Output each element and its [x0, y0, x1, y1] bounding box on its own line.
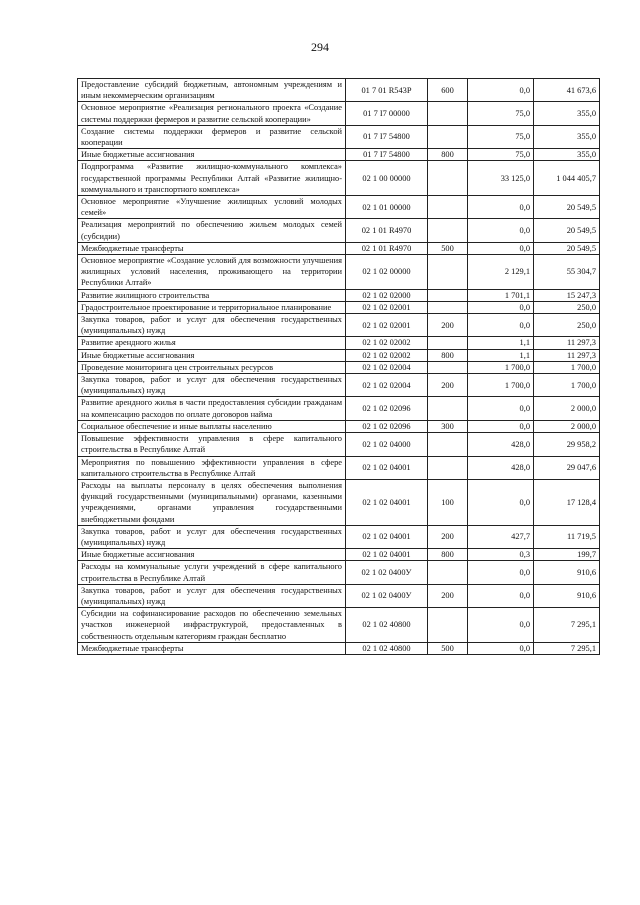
table-row [78, 349, 600, 361]
budget-table-body [78, 79, 600, 655]
row-amount-1-cell: 0,0 [468, 397, 534, 420]
row-amount-1-cell: 0,3 [468, 549, 534, 561]
row-amount-1-cell: 1 700,0 [468, 374, 534, 397]
row-code-cell: 02 1 01 00000 [346, 196, 428, 219]
row-amount-2-cell: 20 549,5 [534, 219, 600, 242]
row-code-cell: 02 1 02 04001 [346, 525, 428, 548]
row-expense-type-cell [428, 561, 468, 584]
table-row [78, 608, 600, 643]
row-code-cell: 02 1 02 02096 [346, 397, 428, 420]
row-name-cell: Проведение мониторинга цен строительных ресурсов [78, 361, 346, 373]
row-amount-1-cell: 1 700,0 [468, 361, 534, 373]
row-expense-type-cell: 800 [428, 549, 468, 561]
row-expense-type-cell [428, 161, 468, 196]
row-amount-2-cell: 1 700,0 [534, 361, 600, 373]
row-code-cell: 01 7 01 R543P [346, 79, 428, 102]
row-name-cell: Закупка товаров, работ и услуг для обеспечения государственных (муниципальных) нужд [78, 314, 346, 337]
row-name-cell: Реализация мероприятий по обеспечению жильем молодых семей (субсидии) [78, 219, 346, 242]
table-row [78, 420, 600, 432]
row-code-cell: 02 1 02 40800 [346, 642, 428, 654]
row-code-cell: 02 1 02 02004 [346, 361, 428, 373]
row-amount-1-cell: 0,0 [468, 79, 534, 102]
row-amount-2-cell: 15 247,3 [534, 289, 600, 301]
row-amount-2-cell: 41 673,6 [534, 79, 600, 102]
row-expense-type-cell [428, 125, 468, 148]
row-amount-2-cell: 29 047,6 [534, 456, 600, 479]
row-amount-1-cell: 0,0 [468, 196, 534, 219]
row-code-cell: 02 1 02 02001 [346, 301, 428, 313]
row-amount-2-cell: 20 549,5 [534, 242, 600, 254]
row-name-cell: Развитие жилищного строительства [78, 289, 346, 301]
row-name-cell: Повышение эффективности управления в сфере капитального строительства в Республике Алтай [78, 433, 346, 456]
budget-table [77, 78, 600, 655]
row-amount-2-cell: 910,6 [534, 561, 600, 584]
row-code-cell: 02 1 01 R4970 [346, 242, 428, 254]
row-expense-type-cell: 600 [428, 79, 468, 102]
row-amount-1-cell: 0,0 [468, 608, 534, 643]
table-row [78, 301, 600, 313]
row-code-cell: 02 1 02 0400У [346, 561, 428, 584]
row-expense-type-cell [428, 456, 468, 479]
table-row [78, 549, 600, 561]
table-row [78, 397, 600, 420]
table-row [78, 337, 600, 349]
row-amount-1-cell: 0,0 [468, 301, 534, 313]
table-row [78, 102, 600, 125]
table-row [78, 479, 600, 525]
row-name-cell: Иные бюджетные ассигнования [78, 149, 346, 161]
row-name-cell: Развитие арендного жилья в части предоставления субсидии гражданам на компенсацию расходов по оплате договоров найма [78, 397, 346, 420]
row-amount-2-cell: 355,0 [534, 125, 600, 148]
row-amount-2-cell: 7 295,1 [534, 608, 600, 643]
row-amount-1-cell: 1,1 [468, 337, 534, 349]
row-amount-2-cell: 355,0 [534, 102, 600, 125]
row-name-cell: Расходы на выплаты персоналу в целях обеспечения выполнения функций государственными (муниципальными) органами, казенными учреждениями, органами управления государственными внебюджетными фондами [78, 479, 346, 525]
row-amount-2-cell: 20 549,5 [534, 196, 600, 219]
table-row [78, 219, 600, 242]
row-name-cell: Градостроительное проектирование и территориальное планирование [78, 301, 346, 313]
row-amount-1-cell: 0,0 [468, 314, 534, 337]
row-amount-2-cell: 11 297,3 [534, 349, 600, 361]
table-row [78, 149, 600, 161]
row-amount-2-cell: 250,0 [534, 301, 600, 313]
row-amount-2-cell: 2 000,0 [534, 397, 600, 420]
row-amount-2-cell: 250,0 [534, 314, 600, 337]
row-name-cell: Межбюджетные трансферты [78, 242, 346, 254]
row-code-cell: 02 1 02 0400У [346, 584, 428, 607]
row-expense-type-cell: 500 [428, 642, 468, 654]
row-amount-1-cell: 0,0 [468, 420, 534, 432]
row-amount-1-cell: 0,0 [468, 642, 534, 654]
row-amount-1-cell: 0,0 [468, 219, 534, 242]
row-amount-1-cell: 1,1 [468, 349, 534, 361]
row-code-cell: 02 1 02 04001 [346, 549, 428, 561]
table-row [78, 584, 600, 607]
page-number: 294 [311, 40, 329, 54]
row-code-cell: 02 1 02 02002 [346, 337, 428, 349]
row-amount-2-cell: 55 304,7 [534, 255, 600, 290]
row-name-cell: Закупка товаров, работ и услуг для обеспечения государственных (муниципальных) нужд [78, 584, 346, 607]
table-row [78, 79, 600, 102]
row-expense-type-cell: 500 [428, 242, 468, 254]
row-code-cell: 02 1 01 R4970 [346, 219, 428, 242]
row-expense-type-cell [428, 301, 468, 313]
row-name-cell: Мероприятия по повышению эффективности управления в сфере капитального строительства в Республике Алтай [78, 456, 346, 479]
row-code-cell: 01 7 I7 00000 [346, 102, 428, 125]
row-amount-2-cell: 1 700,0 [534, 374, 600, 397]
row-code-cell: 01 7 I7 54800 [346, 125, 428, 148]
row-name-cell: Закупка товаров, работ и услуг для обеспечения государственных (муниципальных) нужд [78, 525, 346, 548]
row-amount-1-cell: 427,7 [468, 525, 534, 548]
row-amount-1-cell: 75,0 [468, 102, 534, 125]
row-amount-1-cell: 1 701,1 [468, 289, 534, 301]
row-expense-type-cell [428, 361, 468, 373]
row-name-cell: Предоставление субсидий бюджетным, автономным учреждениям и иным некоммерческим организациям [78, 79, 346, 102]
row-amount-2-cell: 11 297,3 [534, 337, 600, 349]
row-expense-type-cell [428, 337, 468, 349]
row-amount-2-cell: 199,7 [534, 549, 600, 561]
row-expense-type-cell [428, 608, 468, 643]
row-expense-type-cell: 200 [428, 374, 468, 397]
row-expense-type-cell [428, 102, 468, 125]
row-expense-type-cell: 200 [428, 525, 468, 548]
row-expense-type-cell: 300 [428, 420, 468, 432]
row-code-cell: 02 1 02 00000 [346, 255, 428, 290]
table-row [78, 456, 600, 479]
row-expense-type-cell [428, 196, 468, 219]
row-code-cell: 02 1 02 04000 [346, 433, 428, 456]
row-amount-2-cell: 910,6 [534, 584, 600, 607]
row-code-cell: 02 1 02 04001 [346, 479, 428, 525]
row-name-cell: Основное мероприятие «Улучшение жилищных условий молодых семей» [78, 196, 346, 219]
row-amount-2-cell: 355,0 [534, 149, 600, 161]
row-code-cell: 02 1 02 04001 [346, 456, 428, 479]
table-row [78, 161, 600, 196]
table-row [78, 361, 600, 373]
table-row [78, 289, 600, 301]
table-row [78, 561, 600, 584]
row-amount-2-cell: 17 128,4 [534, 479, 600, 525]
row-name-cell: Основное мероприятие «Реализация регионального проекта «Создание системы поддержки фермеров и развитие сельской кооперации» [78, 102, 346, 125]
row-amount-1-cell: 0,0 [468, 561, 534, 584]
row-expense-type-cell [428, 255, 468, 290]
row-code-cell: 02 1 02 40800 [346, 608, 428, 643]
row-expense-type-cell [428, 219, 468, 242]
row-amount-1-cell: 2 129,1 [468, 255, 534, 290]
row-expense-type-cell: 200 [428, 314, 468, 337]
row-expense-type-cell [428, 397, 468, 420]
row-amount-2-cell: 2 000,0 [534, 420, 600, 432]
table-row [78, 525, 600, 548]
row-amount-1-cell: 75,0 [468, 149, 534, 161]
row-amount-2-cell: 11 719,5 [534, 525, 600, 548]
row-expense-type-cell: 800 [428, 149, 468, 161]
table-row [78, 433, 600, 456]
row-amount-1-cell: 0,0 [468, 479, 534, 525]
row-amount-1-cell: 75,0 [468, 125, 534, 148]
row-code-cell: 01 7 I7 54800 [346, 149, 428, 161]
row-name-cell: Иные бюджетные ассигнования [78, 549, 346, 561]
row-name-cell: Основное мероприятие «Создание условий для возможности улучшения жилищных условий населения, проживающего на территории Республики Алтай» [78, 255, 346, 290]
row-expense-type-cell [428, 289, 468, 301]
row-expense-type-cell: 100 [428, 479, 468, 525]
row-code-cell: 02 1 02 02004 [346, 374, 428, 397]
table-row [78, 314, 600, 337]
row-amount-1-cell: 33 125,0 [468, 161, 534, 196]
table-row [78, 255, 600, 290]
row-name-cell: Межбюджетные трансферты [78, 642, 346, 654]
row-code-cell: 02 1 00 00000 [346, 161, 428, 196]
row-amount-1-cell: 428,0 [468, 456, 534, 479]
row-expense-type-cell: 200 [428, 584, 468, 607]
row-amount-1-cell: 0,0 [468, 242, 534, 254]
table-row [78, 374, 600, 397]
row-amount-1-cell: 0,0 [468, 584, 534, 607]
row-name-cell: Субсидии на софинансирование расходов по обеспечению земельных участков инженерной инфраструктурой, предоставленных в собственность отдельным категориям граждан бесплатно [78, 608, 346, 643]
table-row [78, 642, 600, 654]
row-name-cell: Расходы на коммунальные услуги учреждений в сфере капитального строительства в Республике Алтай [78, 561, 346, 584]
row-name-cell: Иные бюджетные ассигнования [78, 349, 346, 361]
row-name-cell: Закупка товаров, работ и услуг для обеспечения государственных (муниципальных) нужд [78, 374, 346, 397]
table-row [78, 242, 600, 254]
row-name-cell: Подпрограмма «Развитие жилищно-коммунального комплекса» государственной программы Республики Алтай «Развитие жилищно-коммунального и транспортного комплекса» [78, 161, 346, 196]
row-amount-1-cell: 428,0 [468, 433, 534, 456]
row-amount-2-cell: 29 958,2 [534, 433, 600, 456]
row-code-cell: 02 1 02 02000 [346, 289, 428, 301]
row-code-cell: 02 1 02 02002 [346, 349, 428, 361]
table-row [78, 196, 600, 219]
row-code-cell: 02 1 02 02096 [346, 420, 428, 432]
row-name-cell: Создание системы поддержки фермеров и развитие сельской кооперации [78, 125, 346, 148]
row-name-cell: Развитие арендного жилья [78, 337, 346, 349]
row-expense-type-cell [428, 433, 468, 456]
row-expense-type-cell: 800 [428, 349, 468, 361]
row-code-cell: 02 1 02 02001 [346, 314, 428, 337]
row-amount-2-cell: 7 295,1 [534, 642, 600, 654]
table-row [78, 125, 600, 148]
row-name-cell: Социальное обеспечение и иные выплаты населению [78, 420, 346, 432]
row-amount-2-cell: 1 044 405,7 [534, 161, 600, 196]
